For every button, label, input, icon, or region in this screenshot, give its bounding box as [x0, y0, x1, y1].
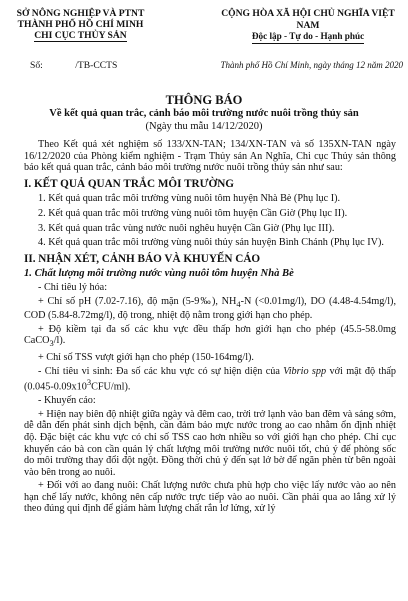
section-2-subheading: 1. Chất lượng môi trường nước vùng nuôi tôm huyện Nhà Bè [24, 268, 294, 280]
micro-text: CFU/ml). [91, 381, 131, 393]
bullet-text: + Độ kiềm tại đa số các khu vực đều thấp hơn giới hạn cho phép (45.5-58.0mg CaCO [24, 323, 396, 347]
micro-text: với mật độ thấp (0.045-0.09x10 [24, 365, 396, 393]
physchem-bullet-3: + Chỉ số TSS vượt giới hạn cho phép (150-164mg/l). [38, 351, 254, 363]
section-1-item: 4. Kết quả quan trắc môi trường vùng nuôi thủy sản huyện Bình Chánh (Phụ lục IV). [38, 237, 384, 249]
bullet-text: -N (<0.01mg/l), DO (4.48-4.54mg/l), COD (5.84-8.72mg/l), độ trong, nhiệt độ nằm trong giới hạn cho phép. [24, 295, 397, 322]
document-subject: Về kết quả quan trắc, cảnh báo môi trường nước nuôi trồng thủy sản [49, 108, 359, 119]
micro-species: Vibrio spp [283, 365, 327, 377]
document-number-label: Số: [30, 60, 43, 71]
subscript: 4 [236, 298, 241, 309]
section-2-heading: II. NHẬN XÉT, CẢNH BÁO VÀ KHUYẾN CÁO [24, 252, 261, 265]
microbiology-paragraph [24, 366, 396, 394]
section-1-heading: I. KẾT QUẢ QUAN TRẮC MÔI TRƯỜNG [24, 177, 234, 190]
physchem-bullet-2 [24, 324, 396, 350]
bullet-text: + Chỉ số pH (7.02-7.16), độ mặn (5-9‰), NH [38, 295, 237, 307]
document-number [30, 60, 117, 71]
physchem-label: - Chỉ tiêu lý hóa: [38, 281, 108, 293]
bullet-text: /l). [53, 335, 66, 347]
subscript: 3 [49, 338, 54, 349]
sample-date: (Ngày thu mẫu 14/12/2020) [145, 121, 263, 132]
document-body [24, 139, 396, 517]
agency-line-1: SỞ NÔNG NGHIỆP VÀ PTNT [16, 8, 145, 19]
micro-text: - Chỉ tiêu vi sinh: Đa số các khu vực có sự hiện diện của [38, 365, 284, 377]
national-header [210, 8, 406, 44]
advice-paragraph-2: + Đối với ao đang nuôi: Chất lượng nước chưa phù hợp cho việc lấy nước vào ao nên hạn chế lấy nước, không nên cấp nước trực tiếp vào ao nuôi. Cần phải qua ao lắng xử lý theo đúng qui định để giảm hàm lượng chất rắn lơ lửng, xử lý [24, 480, 396, 515]
nation-name: CỘNG HÒA XÃ HỘI CHỦ NGHĨA VIỆT NAM [221, 8, 395, 31]
section-1-item: 1. Kết quả quan trắc môi trường vùng nuôi tôm huyện Nhà Bè (Phụ lục I). [38, 193, 341, 205]
advice-paragraph-1: + Hiện nay biên độ nhiệt giữa ngày và đêm cao, trời trở lạnh vào ban đêm và sáng sớm, dễ dẫn đến phát sinh dịch bệnh, cần đảm bảo mực nước trong ao cao nhằm ổn định nhiệt độ. Đặc biệt các khu vực có chỉ số TSS cao hơn nhiều so với giới hạn cho phép. Chỉ cục khuyến cáo bà con cần quản lý chất lượng môi trường nước nuôi tốt, chủ ý để phòng sốc do môi trường thay đổi đột ngột. Đồng thời chủ ý đến sạt lở bờ để ngăn phèn từ bên ngoài vào bên trong ao nuôi. [24, 408, 396, 478]
advice-label: - Khuyến cáo: [38, 395, 96, 407]
section-1-item: 3. Kết quả quan trắc vùng nước nuôi nghêu huyện Cần Giờ (Phụ lục III). [38, 222, 335, 234]
agency-line-2: THÀNH PHỐ HỒ CHÍ MINH [17, 19, 144, 30]
issue-date: Thành phố Hồ Chí Minh, ngày tháng 12 năm 2020 [220, 60, 403, 70]
section-1-item: 2. Kết quả quan trắc môi trường vùng nuôi tôm huyện Cần Giờ (Phụ lục II). [38, 207, 348, 219]
superscript: 3 [86, 377, 92, 388]
physchem-bullet-1 [24, 296, 396, 322]
agency-line-3: CHI CỤC THỦY SẢN [34, 30, 127, 41]
intro-paragraph: Theo Kết quả xét nghiệm số 133/XN-TAN; 134/XN-TAN và số 135XN-TAN ngày 16/12/2020 của Phòng kiểm nghiệm - Trạm Thủy sản An Nghĩa, Chi cục Thủy sản thông báo kết quả quan trắc, cảnh báo môi trường nước nuôi trồng thủy sản như sau: [24, 139, 396, 174]
document-number-value: /TB-CCTS [75, 60, 118, 71]
agency-header [8, 8, 153, 42]
nation-motto: Độc lập - Tự do - Hạnh phúc [252, 31, 364, 44]
document-title: THÔNG BÁO [165, 93, 243, 107]
